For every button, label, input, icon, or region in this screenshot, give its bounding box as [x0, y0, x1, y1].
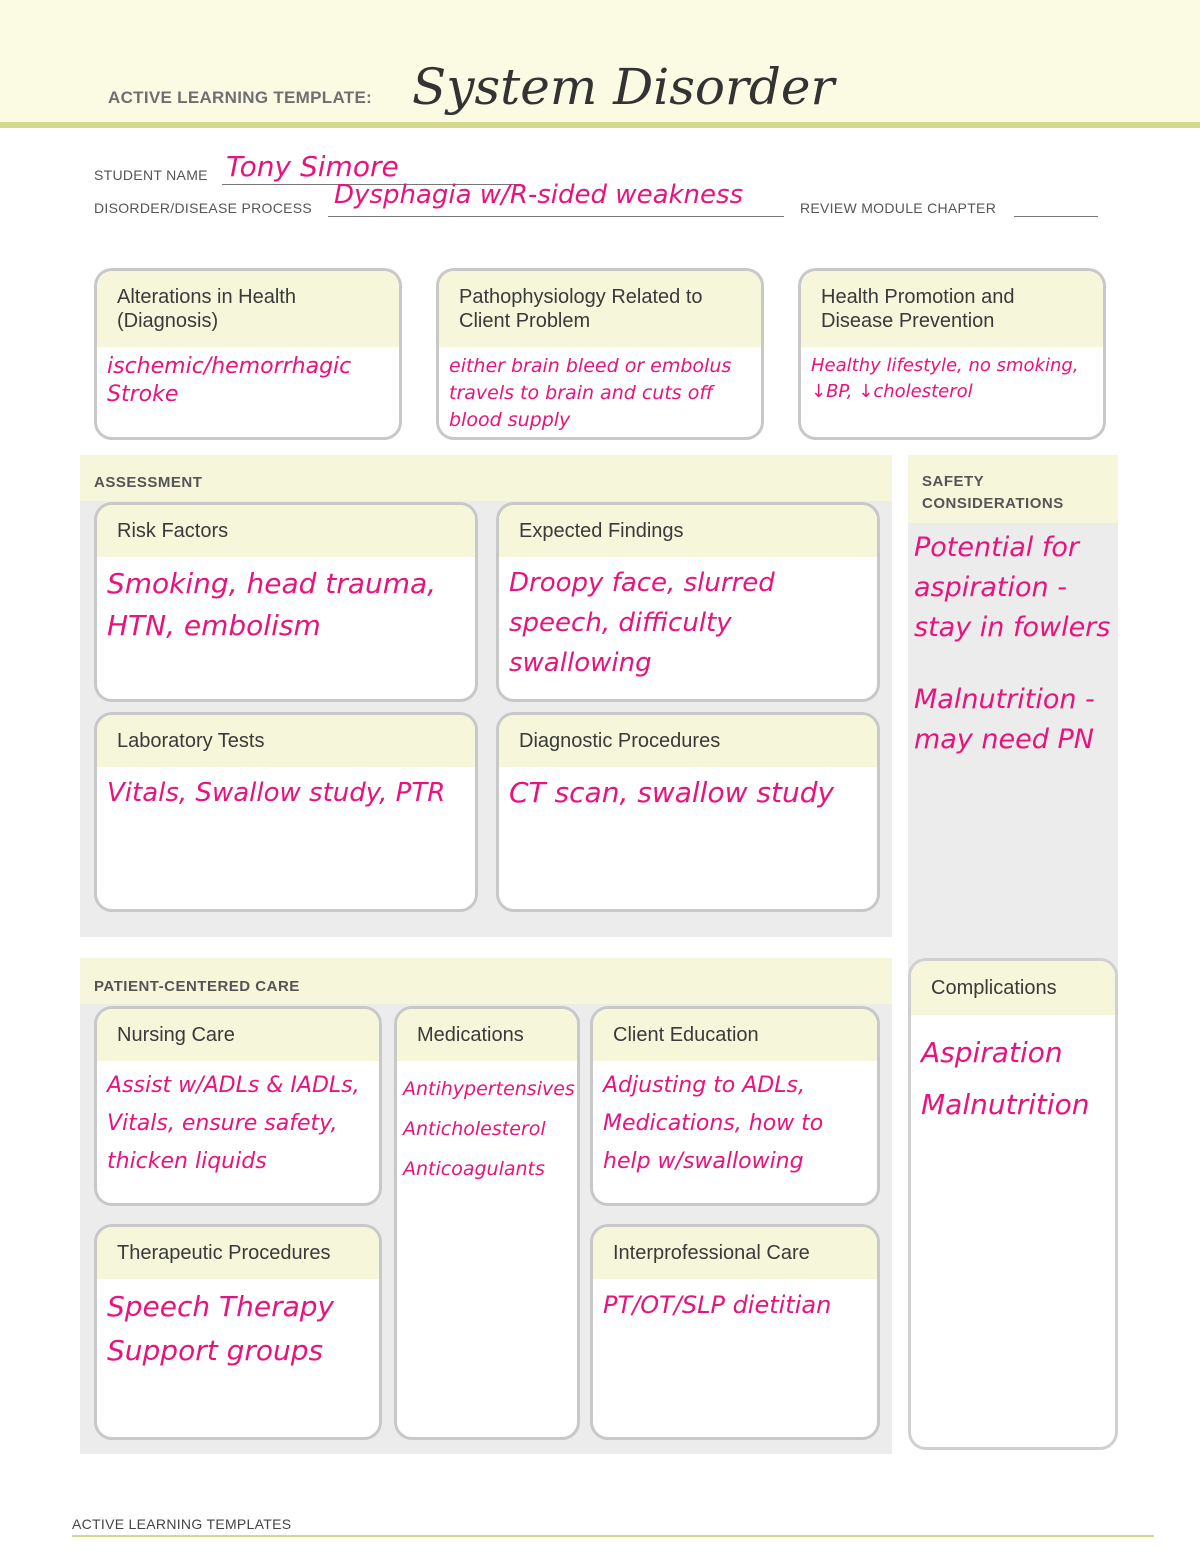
nursing-care-title: Nursing Care	[97, 1009, 379, 1061]
safety-label: SAFETY CONSIDERATIONS	[908, 455, 1118, 523]
diagnostic-procedures-title: Diagnostic Procedures	[499, 715, 877, 767]
footer-divider	[72, 1535, 1154, 1537]
template-title: System Disorder	[412, 58, 835, 116]
header-divider	[0, 122, 1200, 128]
nursing-care-text[interactable]: Assist w/ADLs & IADLs, Vitals, ensure safety, thicken liquids	[107, 1073, 360, 1174]
disorder-value[interactable]: Dysphagia w/R-sided weakness	[334, 180, 744, 210]
diagnostic-procedures-card	[496, 712, 880, 912]
health-promotion-text[interactable]: Healthy lifestyle, no smoking, ↓BP, ↓cholesterol	[811, 355, 1079, 402]
complications-text[interactable]: Aspiration Malnutrition	[921, 1036, 1090, 1121]
interprofessional-care-title: Interprofessional Care	[593, 1227, 877, 1279]
pathophysiology-card	[436, 268, 764, 440]
review-module-line	[1014, 216, 1098, 217]
therapeutic-procedures-card	[94, 1224, 382, 1440]
therapeutic-procedures-text[interactable]: Speech Therapy Support groups	[107, 1290, 335, 1367]
complications-card	[908, 958, 1118, 1450]
alterations-title: Alterations in Health (Diagnosis)	[97, 271, 399, 347]
pathophysiology-text[interactable]: either brain bleed or embolus travels to brain and cuts off blood supply	[449, 355, 732, 431]
laboratory-tests-card	[94, 712, 478, 912]
risk-factors-text[interactable]: Smoking, head trauma, HTN, embolism	[107, 567, 437, 642]
student-name-value[interactable]: Tony Simore	[226, 150, 399, 183]
safety-text-malnutrition[interactable]: Malnutrition - may need PN	[914, 684, 1095, 755]
health-promotion-title: Health Promotion and Disease Prevention	[801, 271, 1103, 347]
client-education-title: Client Education	[593, 1009, 877, 1061]
medications-title: Medications	[397, 1009, 577, 1061]
complications-title: Complications	[911, 961, 1115, 1015]
expected-findings-text[interactable]: Droopy face, slurred speech, difficulty swallowing	[509, 568, 775, 678]
footer-label: ACTIVE LEARNING TEMPLATES	[72, 1516, 292, 1532]
medications-text[interactable]: Antihypertensives Anticholesterol Anticoagulants	[403, 1078, 575, 1180]
disorder-label: DISORDER/DISEASE PROCESS	[94, 200, 313, 216]
health-promotion-card	[798, 268, 1106, 440]
diagnostic-procedures-text[interactable]: CT scan, swallow study	[509, 776, 835, 809]
patient-care-label: PATIENT-CENTERED CARE	[80, 958, 892, 1004]
alterations-text[interactable]: ischemic/hemorrhagic Stroke	[107, 354, 352, 407]
interprofessional-care-card	[590, 1224, 880, 1440]
laboratory-tests-text[interactable]: Vitals, Swallow study, PTR	[107, 778, 446, 808]
safety-text-aspiration[interactable]: Potential for aspiration - stay in fowlers	[914, 532, 1111, 643]
assessment-label: ASSESSMENT	[80, 455, 892, 501]
client-education-card	[590, 1006, 880, 1206]
nursing-care-card	[94, 1006, 382, 1206]
client-education-text[interactable]: Adjusting to ADLs, Medications, how to help w/swallowing	[603, 1073, 824, 1174]
laboratory-tests-title: Laboratory Tests	[97, 715, 475, 767]
pathophysiology-title: Pathophysiology Related to Client Problem	[439, 271, 761, 347]
therapeutic-procedures-title: Therapeutic Procedures	[97, 1227, 379, 1279]
medications-card	[394, 1006, 580, 1440]
student-name-label: STUDENT NAME	[94, 167, 208, 183]
expected-findings-title: Expected Findings	[499, 505, 877, 557]
alterations-card	[94, 268, 402, 440]
risk-factors-card	[94, 502, 478, 702]
template-label: ACTIVE LEARNING TEMPLATE:	[108, 88, 373, 107]
disorder-line	[328, 216, 784, 217]
review-module-label: REVIEW MODULE CHAPTER	[800, 200, 997, 216]
expected-findings-card	[496, 502, 880, 702]
interprofessional-care-text[interactable]: PT/OT/SLP dietitian	[603, 1291, 832, 1319]
risk-factors-title: Risk Factors	[97, 505, 475, 557]
